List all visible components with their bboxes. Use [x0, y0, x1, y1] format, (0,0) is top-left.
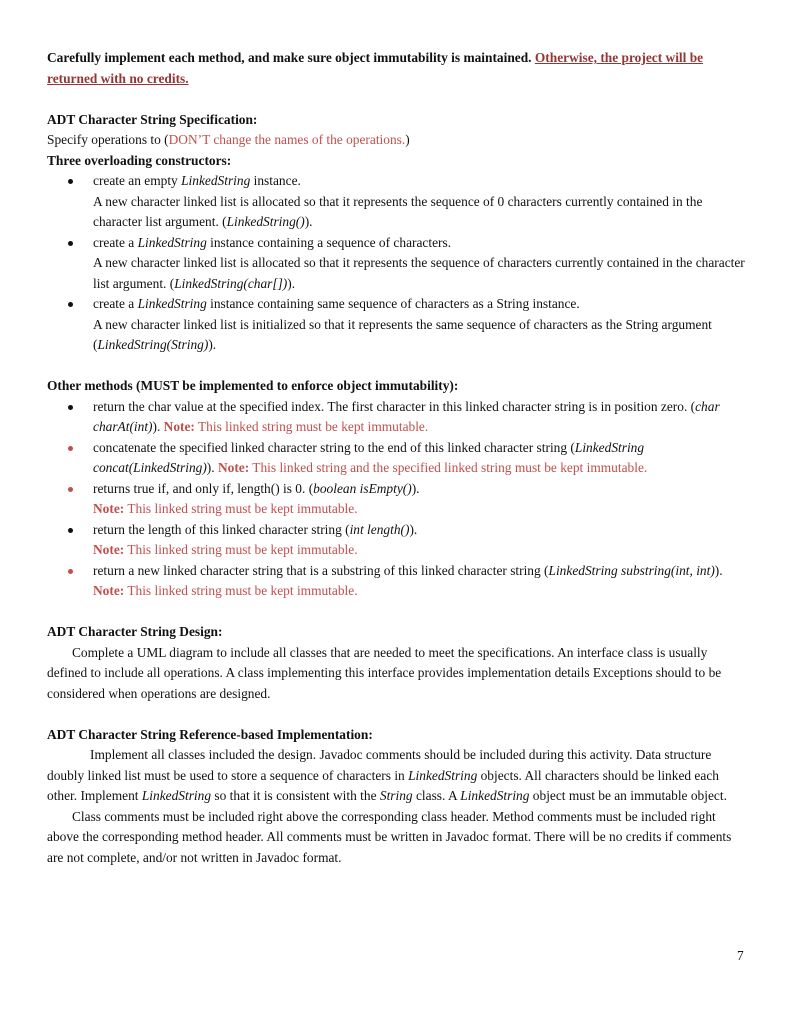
note-text: This linked string must be kept immutable. — [124, 583, 358, 598]
constructor-title: create an empty LinkedString instance. — [93, 173, 301, 188]
method-item-substring: return a new linked character string that is a substring of this linked character string (LinkedString substring(int, int)). Note: This linked string must be kept immutable. — [47, 561, 747, 602]
note-text: This linked string must be kept immutable. — [124, 542, 358, 557]
methods-heading: Other methods (MUST be implemented to enforce object immutability): — [47, 378, 459, 393]
constructors-heading: Three overloading constructors: — [47, 152, 232, 168]
warning-link[interactable]: Otherwise, the project will be returned with no credits. — [47, 50, 704, 86]
spec-instruction-red: DON’T change the names of the operations. — [168, 132, 406, 147]
note-label: Note: — [217, 460, 250, 475]
impl-paragraph-2: Class comments must be included right above the corresponding class header. Method comments must be included right above the corresponding method header. All comments must be written in Javadoc format. There will be no credits if comments are not complete, and/or not written in Javadoc format. — [47, 808, 732, 865]
bullet-icon — [68, 179, 73, 184]
spec-heading: ADT Character String Specification: — [47, 111, 258, 127]
bullet-icon — [68, 487, 73, 492]
method-item-isEmpty: returns true if, and only if, length() is 0. (boolean isEmpty()). Note: This linked string must be kept immutable. — [47, 479, 747, 520]
note-label: Note: — [93, 542, 125, 557]
bullet-icon — [68, 528, 73, 533]
page-number: 7 — [737, 948, 744, 963]
method-item-concat: concatenate the specified linked character string to the end of this linked character string (LinkedString concat(LinkedString)). Note: This linked string and the specified linked string must be kept immutable. — [47, 438, 747, 479]
constructor-item-string — [47, 294, 747, 356]
constructor-item-empty — [47, 171, 747, 233]
spec-instruction — [47, 130, 747, 151]
constructor-title: create a LinkedString instance containing a sequence of characters. — [93, 234, 452, 250]
constructor-desc: A new character linked list is allocated so that it represents the sequence of characters currently contained in the character list argument. (LinkedString(char[])). — [93, 255, 745, 291]
note-label: Note: — [93, 583, 125, 598]
spec-instruction-prefix: Specify operations to ( — [47, 132, 169, 147]
bullet-icon — [68, 569, 73, 574]
note-text: This linked string and the specified linked string must be kept immutable. — [249, 460, 648, 475]
spec-instruction-suffix: ) — [405, 132, 410, 147]
note-text: This linked string must be kept immutable. — [124, 501, 358, 516]
bullet-icon — [68, 446, 73, 451]
method-item-length: return the length of this linked character string (int length()). Note: This linked string must be kept immutable. — [47, 520, 747, 561]
bullet-icon — [68, 241, 73, 246]
bullet-icon — [68, 302, 73, 307]
note-label: Note: — [93, 501, 125, 516]
intro-paragraph — [47, 48, 747, 89]
constructor-desc: A new character linked list is initialized so that it represents the same sequence of characters as the String argument (LinkedString(String)). — [93, 316, 712, 352]
intro-bold-text: Carefully implement each method, and make sure object immutability is maintained. — [47, 50, 532, 65]
note-text: This linked string must be kept immutable. — [194, 419, 429, 434]
bullet-icon — [68, 405, 73, 410]
page-content — [47, 48, 747, 868]
constructor-title: create a LinkedString instance containing same sequence of characters as a String instance. — [93, 296, 580, 311]
impl-paragraph-1: Implement all classes included the design. Javadoc comments should be included during this activity. Data structure doubly linked list must be used to store a sequence of characters in LinkedString objects. All characters should be linked each other. Implement LinkedString so that it is consistent with the String class. A LinkedString object must be an immutable object. — [47, 747, 727, 803]
design-body: Complete a UML diagram to include all classes that are needed to meet the specifications. An interface class is usually defined to include all operations. A class implementing this interface provides implementation details Exceptions should to be considered when operations are designed. — [47, 644, 722, 701]
note-label: Note: — [163, 419, 195, 434]
impl-heading: ADT Character String Reference-based Implementation: — [47, 726, 373, 742]
method-item-charAt: return the char value at the specified index. The first character in this linked character string is in position zero. (char charAt(int)). Note: This linked string must be kept immutable. — [47, 397, 747, 438]
constructor-item-char-array — [47, 233, 747, 295]
design-heading: ADT Character String Design: — [47, 624, 223, 639]
constructor-desc: A new character linked list is allocated so that it represents the sequence of 0 characters currently contained in the character list argument. (LinkedString()). — [93, 193, 703, 229]
